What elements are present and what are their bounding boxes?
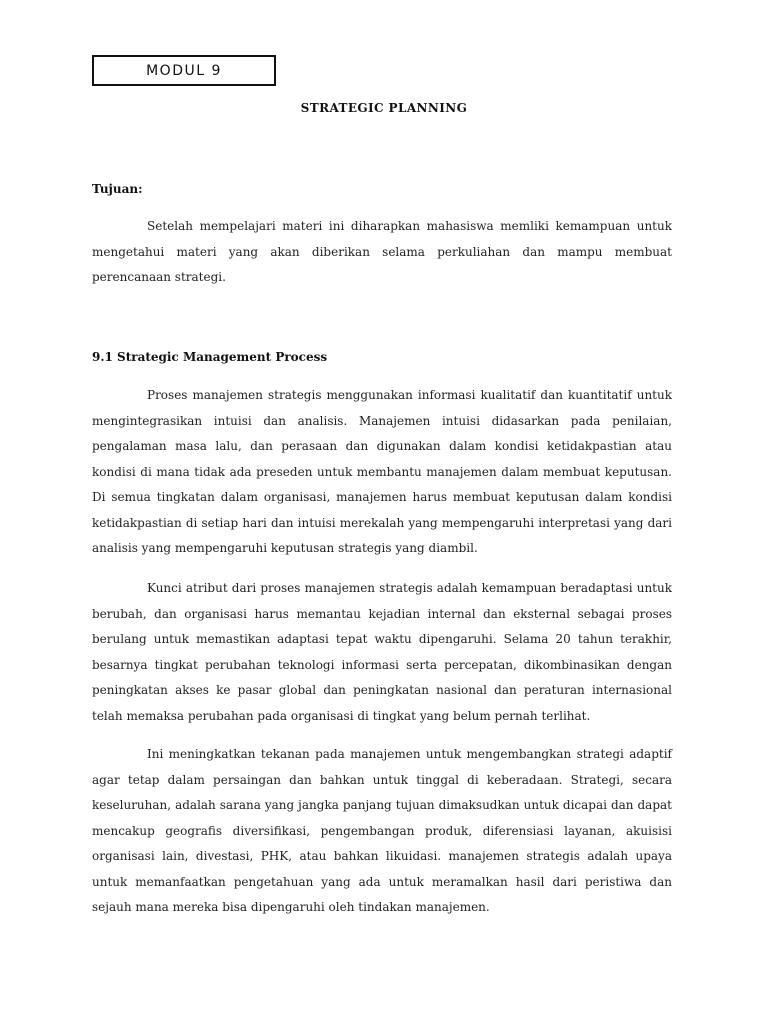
tujuan-heading: Tujuan: <box>92 182 143 196</box>
section-paragraph-2: Kunci atribut dari proses manajemen strategis adalah kemampuan beradaptasi untuk berubah, dan organisasi harus memantau kejadian internal dan eksternal sebagai proses berulang untuk memastikan adaptasi tepat waktu dipengaruhi. Selama 20 tahun terakhir, besarnya tingkat perubahan teknologi informasi serta percepatan, dikombinasikan dengan peningkatan akses ke pasar global dan peningkatan nasional dan peraturan internasional telah memaksa perubahan pada organisasi di tingkat yang belum pernah terlihat. <box>92 581 672 723</box>
section-heading: 9.1 Strategic Management Process <box>92 350 328 364</box>
section-paragraph-1: Proses manajemen strategis menggunakan informasi kualitatif dan kuantitatif untuk mengintegrasikan intuisi dan analisis. Manajemen intuisi didasarkan pada penilaian, pengalaman masa lalu, dan perasaan dan digunakan dalam kondisi ketidakpastian atau kondisi di mana tidak ada preseden untuk membantu manajemen dalam membuat keputusan. Di semua tingkatan dalam organisasi, manajemen harus membuat keputusan dalam kondisi ketidakpastian di setiap hari dan intuisi merekalah yang mempengaruhi interpretasi yang dari analisis yang mempengaruhi keputusan strategis yang diambil. <box>92 388 672 555</box>
document-title: STRATEGIC PLANNING <box>300 101 468 115</box>
module-label: MODUL 9 <box>146 62 222 79</box>
section-paragraph-3: Ini meningkatkan tekanan pada manajemen untuk mengembangkan strategi adaptif agar tetap dalam persaingan dan bahkan untuk tinggal di keberadaan. Strategi, secara keseluruhan, adalah sarana yang jangka panjang tujuan dimaksudkan untuk dicapai dan dapat mencakup geografis diversifikasi, pengembangan produk, diferensiasi layanan, akuisisi organisasi lain, divestasi, PHK, atau bahkan likuidasi. manajemen strategis adalah upaya untuk memanfaatkan pengetahuan yang ada untuk meramalkan hasil dari peristiwa dan sejauh mana mereka bisa dipengaruhi oleh tindakan manajemen. <box>92 747 672 914</box>
module-label-box <box>92 55 276 86</box>
tujuan-paragraph: Setelah mempelajari materi ini diharapkan mahasiswa memliki kemampuan untuk mengetahui materi yang akan diberikan selama perkuliahan dan mampu membuat perencanaan strategi. <box>92 219 672 284</box>
